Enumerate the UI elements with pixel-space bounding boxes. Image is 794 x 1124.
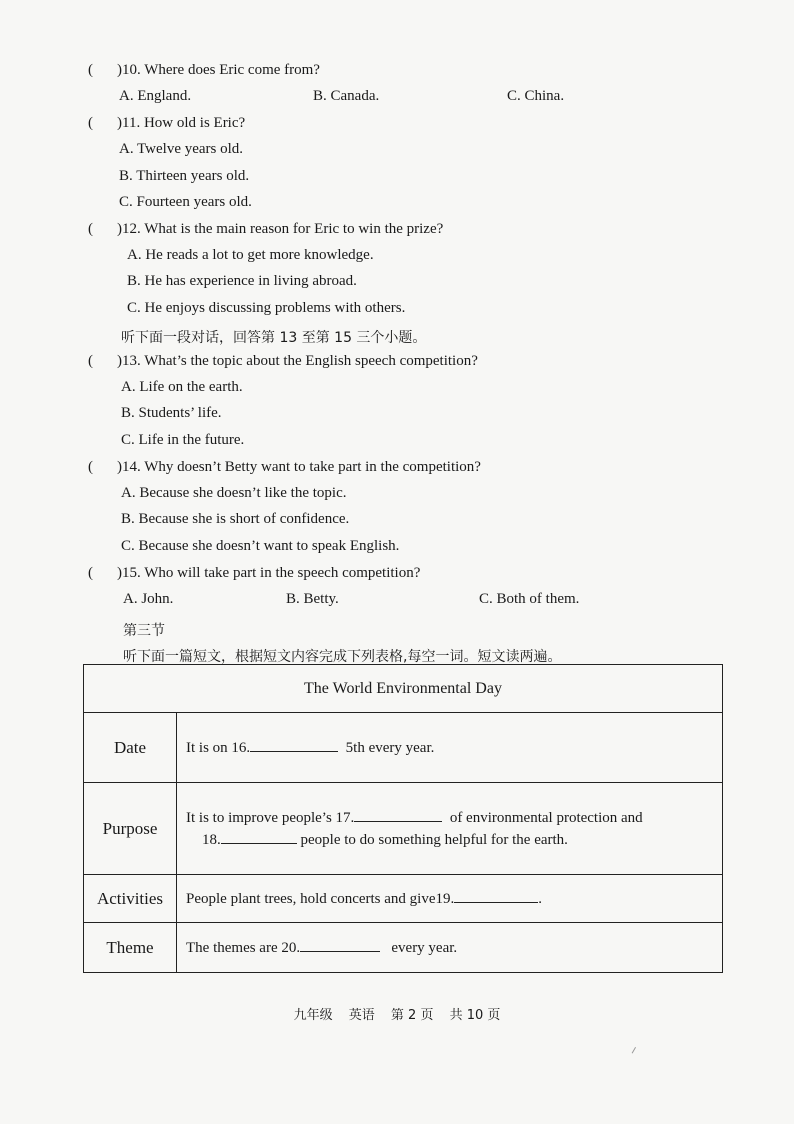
row-text: 5th every year. (345, 739, 435, 756)
option-a[interactable]: A. Life on the earth. (121, 379, 243, 395)
row-text: every year. (391, 939, 458, 956)
section-title: 第三节 (123, 623, 165, 639)
option-a[interactable]: A. Because she doesn’t like the topic. (121, 485, 347, 501)
table-row (84, 923, 723, 973)
row-text: The themes are 20. (186, 939, 301, 956)
option-b[interactable]: B. He has experience in living abroad. (127, 273, 357, 289)
row-text: It is on 16. (186, 739, 251, 756)
option-a[interactable]: A. John. (123, 591, 174, 607)
row-label-purpose: Purpose (84, 783, 177, 875)
answer-paren[interactable]: ( (88, 565, 93, 581)
row-content-activities (177, 875, 723, 923)
row-text: People plant trees, hold concerts and give19. (186, 890, 455, 907)
row-label-theme: Theme (84, 923, 177, 973)
question-15: )15. Who will take part in the speech competition? (117, 565, 421, 581)
option-b[interactable]: B. Students’ life. (121, 405, 222, 421)
row-content-theme (177, 923, 723, 973)
option-b[interactable]: B. Thirteen years old. (119, 168, 250, 184)
table-title: The World Environmental Day (84, 665, 723, 713)
option-a[interactable]: A. He reads a lot to get more knowledge. (127, 247, 374, 263)
instruction-text: 听下面一段对话，回答第 13 至第 15 三个小题。 (121, 330, 427, 346)
row-text: . (538, 890, 543, 907)
answer-blank-20[interactable] (300, 939, 380, 952)
table-row (84, 713, 723, 783)
footer-page: 第 2 页 (390, 1008, 434, 1023)
answer-paren[interactable]: ( (88, 353, 93, 369)
option-c[interactable]: C. China. (507, 88, 565, 104)
row-content-date (177, 713, 723, 783)
answer-paren[interactable]: ( (88, 62, 93, 78)
environment-day-table (83, 664, 723, 973)
table-row (84, 783, 723, 875)
row-text: of environmental protection and (449, 809, 643, 826)
row-text: 18. (202, 831, 221, 848)
option-a[interactable]: A. Twelve years old. (119, 141, 244, 157)
footer-subject: 英语 (348, 1008, 375, 1023)
answer-paren[interactable]: ( (88, 115, 93, 131)
option-b[interactable]: B. Because she is short of confidence. (121, 511, 350, 527)
option-c[interactable]: C. He enjoys discussing problems with others. (127, 300, 406, 316)
option-c[interactable]: C. Both of them. (479, 591, 580, 607)
section-instruction: 听下面一篇短文，根据短文内容完成下列表格,每空一词。短文读两遍。 (123, 649, 562, 665)
option-b[interactable]: B. Canada. (313, 88, 380, 104)
row-label-date: Date (84, 713, 177, 783)
option-c[interactable]: C. Life in the future. (121, 432, 245, 448)
question-12: )12. What is the main reason for Eric to win the prize? (117, 221, 444, 237)
answer-paren[interactable]: ( (88, 221, 93, 237)
answer-blank-19[interactable] (454, 890, 538, 903)
question-10: )10. Where does Eric come from? (117, 62, 320, 78)
answer-blank-16[interactable] (250, 739, 338, 752)
row-content-purpose (177, 783, 723, 875)
answer-blank-18[interactable] (221, 831, 297, 844)
question-11: )11. How old is Eric? (117, 115, 246, 131)
option-c[interactable]: C. Fourteen years old. (119, 194, 252, 210)
scan-mark-icon (632, 1047, 641, 1056)
question-14: )14. Why doesn’t Betty want to take part in the competition? (117, 459, 481, 475)
table-row (84, 875, 723, 923)
page-footer (0, 1004, 794, 1023)
row-label-activities: Activities (84, 875, 177, 923)
options-q15 (0, 591, 794, 611)
option-b[interactable]: B. Betty. (286, 591, 339, 607)
footer-grade: 九年级 (293, 1008, 333, 1023)
row-text: It is to improve people’s 17. (186, 809, 355, 826)
row-text: people to do something helpful for the earth. (300, 831, 568, 848)
footer-total: 共 10 页 (449, 1008, 501, 1023)
options-q10 (0, 88, 794, 108)
option-c[interactable]: C. Because she doesn’t want to speak English. (121, 538, 400, 554)
option-a[interactable]: A. England. (119, 88, 192, 104)
question-13: )13. What’s the topic about the English speech competition? (117, 353, 478, 369)
answer-blank-17[interactable] (354, 809, 442, 822)
answer-paren[interactable]: ( (88, 459, 93, 475)
